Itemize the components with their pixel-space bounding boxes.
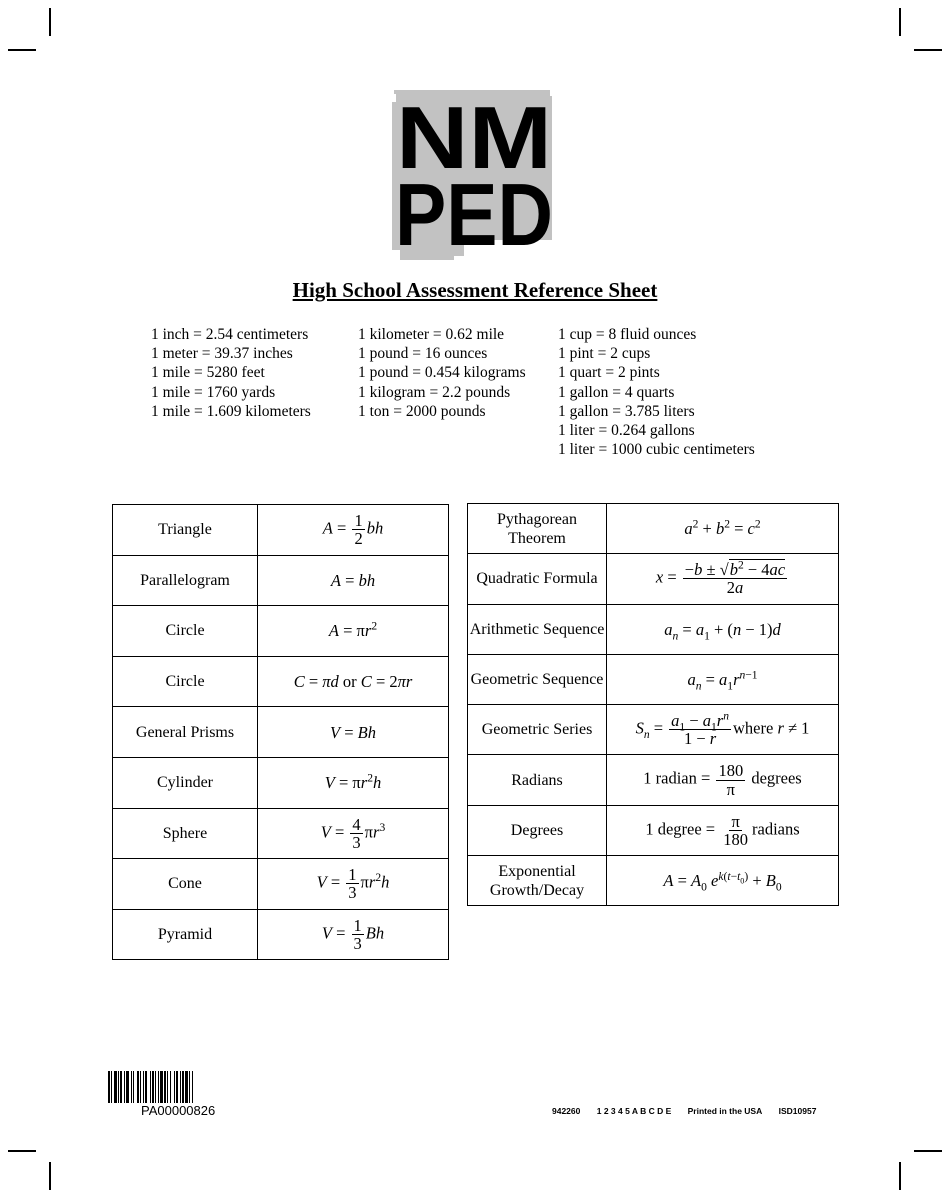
- barcode-bar: [133, 1071, 134, 1103]
- formula-name: Cylinder: [113, 757, 258, 808]
- barcode-bar: [137, 1071, 139, 1103]
- barcode-bar: [118, 1071, 119, 1103]
- conversion-item: 1 kilometer = 0.62 mile: [358, 326, 505, 343]
- conversion-item: 1 mile = 1760 yards: [151, 383, 276, 401]
- formula-name: Geometric Series: [468, 705, 607, 755]
- triangle-area-formula: A = $\frac{1}{2}$ bh: [258, 505, 449, 556]
- barcode-bar: [152, 1071, 154, 1103]
- quadratic-formula: x = $\frac{-b \pm √b^2 - 4ac}{2a}$: [607, 554, 839, 604]
- barcode-bar: [108, 1071, 110, 1103]
- formula-name: Degrees: [468, 805, 607, 855]
- conversion-item: 1 mile = 1.609 kilometers: [151, 402, 311, 420]
- arithmetic-sequence-formula: $a_n = a_1 + (n - 1)d$: [607, 604, 839, 654]
- conversion-item: 1 ton = 2000 pounds: [358, 402, 486, 420]
- circle-circumference-formula: C = πd or C = 2πr: [258, 656, 449, 707]
- conversion-column-length: [151, 325, 311, 421]
- geometry-formula-table: [112, 504, 449, 960]
- table-row: [113, 707, 449, 758]
- formula-name: Geometric Sequence: [468, 654, 607, 704]
- conversion-item: 1 meter = 39.37 inches: [151, 345, 293, 363]
- degree-label: 1 degree =: [645, 819, 716, 839]
- crop-mark: [914, 49, 942, 51]
- table-row: [468, 604, 839, 654]
- barcode-bar: [182, 1071, 184, 1103]
- formula-name: Exponential Growth/Decay: [468, 856, 607, 906]
- barcode-bar: [145, 1071, 147, 1103]
- conversion-item: 1 pound = 16 ounces: [358, 345, 488, 363]
- barcode-bar: [143, 1071, 144, 1103]
- table-row: [113, 808, 449, 859]
- algebra-formula-table: [467, 503, 839, 906]
- conversion-item: 1 pint = 2 cups: [558, 345, 651, 363]
- conversion-item: 1 gallon = 3.785 liters: [558, 402, 695, 420]
- svg-text:PED: PED: [395, 165, 553, 260]
- table-row: [468, 856, 839, 906]
- table-row: [113, 505, 449, 556]
- barcode-bar: [164, 1071, 166, 1103]
- formula-name: Circle: [113, 656, 258, 707]
- barcode-bar: [150, 1071, 151, 1103]
- table-row: [468, 554, 839, 604]
- barcode-bar: [120, 1071, 122, 1103]
- conversion-item: 1 pound = 0.454 kilograms: [358, 364, 526, 382]
- barcode-bar: [131, 1071, 132, 1103]
- formula-name: Parallelogram: [113, 555, 258, 606]
- conversion-item: 1 liter = 0.264 gallons: [558, 421, 695, 439]
- conversion-item: 1 quart = 2 pints: [558, 364, 660, 382]
- degrees-word: degrees: [751, 768, 802, 788]
- table-row: [113, 757, 449, 808]
- barcode-bar: [174, 1071, 175, 1103]
- barcode-bar: [158, 1071, 159, 1103]
- geometric-sequence-formula: $a_n = a_1r^{n-1}$: [607, 654, 839, 704]
- printed-note: Printed in the USA: [687, 1106, 763, 1116]
- conversion-item: 1 gallon = 4 quarts: [558, 383, 675, 401]
- formula-name: General Prisms: [113, 707, 258, 758]
- barcode-number: PA00000826: [141, 1103, 216, 1118]
- crop-mark: [899, 8, 901, 36]
- formula-name: Pyramid: [113, 909, 258, 960]
- barcode-bar: [111, 1071, 112, 1103]
- exponential-formula: $A = A_0$ $e^{k(t-t_0)} + B_0$: [607, 856, 839, 906]
- formula-name: Sphere: [113, 808, 258, 859]
- radian-label: 1 radian =: [643, 768, 711, 788]
- barcode-bar: [192, 1071, 193, 1103]
- parallelogram-area-formula: A = bh: [258, 555, 449, 606]
- crop-mark: [49, 1162, 51, 1190]
- table-row: [113, 859, 449, 910]
- print-footer: [552, 1106, 816, 1116]
- degrees-formula: 1 degree = $\frac{\pi}{180}$ radians: [607, 805, 839, 855]
- where-word: where: [733, 718, 774, 738]
- table-row: [468, 805, 839, 855]
- crop-mark: [8, 1150, 36, 1152]
- table-row: [468, 504, 839, 554]
- radians-word: radians: [752, 819, 800, 839]
- form-code: 942260: [552, 1106, 581, 1116]
- conversion-column-volume: [558, 325, 755, 459]
- conversion-item: 1 inch = 2.54 centimeters: [151, 326, 309, 343]
- pyramid-volume-formula: V = $\frac{1}{3}$ Bh: [258, 909, 449, 960]
- barcode-bar: [170, 1071, 171, 1103]
- barcode-bar: [155, 1071, 156, 1103]
- sphere-volume-formula: V = $\frac{4}{3}$ $\pi r^3$: [258, 808, 449, 859]
- barcode-bar: [176, 1071, 178, 1103]
- conversion-column-weight: [358, 325, 526, 421]
- crop-mark: [8, 49, 36, 51]
- barcode-bar: [189, 1071, 190, 1103]
- table-row: [468, 654, 839, 704]
- formula-name: Radians: [468, 755, 607, 805]
- barcode-bar: [124, 1071, 125, 1103]
- barcode-bar: [140, 1071, 141, 1103]
- barcode: [108, 1071, 254, 1103]
- geometric-series-formula: $S_n$ = $\frac{a_1 - a_1r^n}{1 - r}$ where r ≠ 1: [607, 705, 839, 755]
- table-row: [113, 656, 449, 707]
- barcode-bar: [180, 1071, 181, 1103]
- crop-mark: [899, 1162, 901, 1190]
- page-title: High School Assessment Reference Sheet: [292, 278, 658, 302]
- svg-text:NM: NM: [396, 90, 552, 187]
- barcode-bar: [114, 1071, 117, 1103]
- conversion-item: 1 kilogram = 2.2 pounds: [358, 383, 511, 401]
- formula-name: Arithmetic Sequence: [468, 604, 607, 654]
- formula-name: Cone: [113, 859, 258, 910]
- pythagorean-formula: $a^2 + b^2 = c^2$: [607, 504, 839, 554]
- barcode-bar: [167, 1071, 168, 1103]
- table-row: [113, 555, 449, 606]
- barcode-bar: [126, 1071, 129, 1103]
- formula-name: Circle: [113, 606, 258, 657]
- isd-code: ISD10957: [778, 1106, 817, 1116]
- cone-volume-formula: V = $\frac{1}{3}$ $\pi r^2h$: [258, 859, 449, 910]
- prism-volume-formula: V = Bh: [258, 707, 449, 758]
- crop-mark: [914, 1150, 942, 1152]
- or-word: or: [342, 672, 357, 692]
- crop-mark: [49, 8, 51, 36]
- conversion-item: 1 liter = 1000 cubic centimeters: [558, 441, 755, 459]
- formula-name: Pythagorean Theorem: [468, 504, 607, 554]
- cylinder-volume-formula: $V = \pi r^2h$: [258, 757, 449, 808]
- table-row: [468, 705, 839, 755]
- formula-name: Triangle: [113, 505, 258, 556]
- circle-area-formula: $A = \pi r^2$: [258, 606, 449, 657]
- table-row: [113, 606, 449, 657]
- barcode-bar: [160, 1071, 163, 1103]
- table-row: [113, 909, 449, 960]
- print-sequence: 1 2 3 4 5 A B C D E: [596, 1106, 672, 1116]
- barcode-bar: [185, 1071, 188, 1103]
- nmped-logo: [388, 90, 560, 260]
- conversion-item: 1 cup = 8 fluid ounces: [558, 326, 697, 343]
- table-row: [468, 755, 839, 805]
- radians-formula: 1 radian = $\frac{180}{\pi}$ degrees: [607, 755, 839, 805]
- formula-name: Quadratic Formula: [468, 554, 607, 604]
- conversion-item: 1 mile = 5280 feet: [151, 364, 265, 382]
